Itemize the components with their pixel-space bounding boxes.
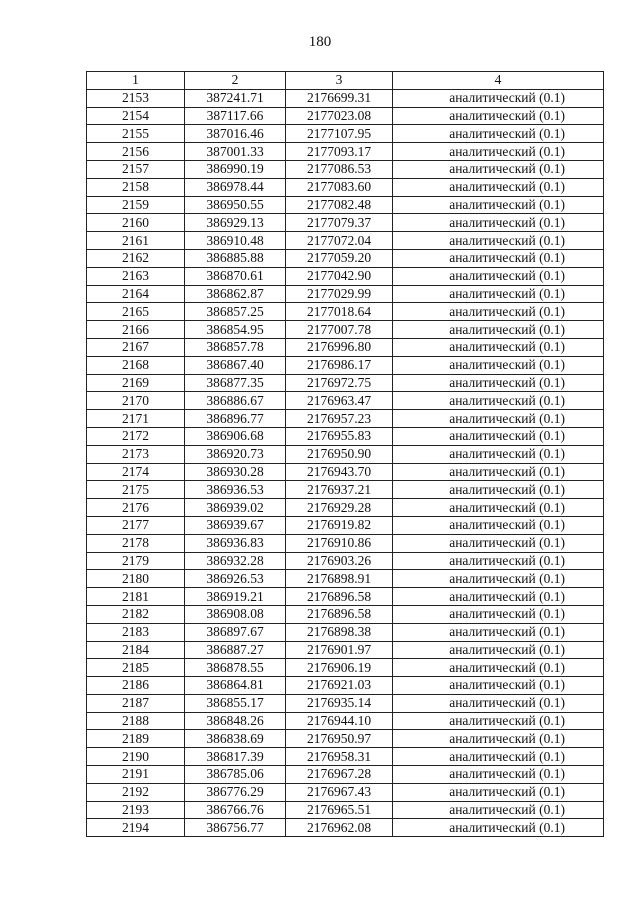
point-number-cell: 2177 xyxy=(87,516,185,534)
table-header-row xyxy=(87,72,604,90)
y-coordinate-cell: 2177007.78 xyxy=(286,321,393,339)
x-coordinate-cell: 386936.53 xyxy=(185,481,286,499)
x-coordinate-cell: 386939.67 xyxy=(185,516,286,534)
table-row xyxy=(87,303,604,321)
y-coordinate-cell: 2177086.53 xyxy=(286,160,393,178)
method-cell: аналитический (0.1) xyxy=(393,694,604,712)
method-cell: аналитический (0.1) xyxy=(393,285,604,303)
y-coordinate-cell: 2176950.97 xyxy=(286,730,393,748)
table-row xyxy=(87,232,604,250)
table-row xyxy=(87,641,604,659)
x-coordinate-cell: 386886.67 xyxy=(185,392,286,410)
x-coordinate-cell: 386854.95 xyxy=(185,321,286,339)
method-cell: аналитический (0.1) xyxy=(393,107,604,125)
method-cell: аналитический (0.1) xyxy=(393,249,604,267)
method-cell: аналитический (0.1) xyxy=(393,89,604,107)
point-number-cell: 2157 xyxy=(87,160,185,178)
x-coordinate-cell: 386932.28 xyxy=(185,552,286,570)
x-coordinate-cell: 386990.19 xyxy=(185,160,286,178)
table-row xyxy=(87,516,604,534)
method-cell: аналитический (0.1) xyxy=(393,516,604,534)
method-cell: аналитический (0.1) xyxy=(393,570,604,588)
y-coordinate-cell: 2176906.19 xyxy=(286,659,393,677)
x-coordinate-cell: 386936.83 xyxy=(185,534,286,552)
point-number-cell: 2155 xyxy=(87,125,185,143)
y-coordinate-cell: 2176937.21 xyxy=(286,481,393,499)
point-number-cell: 2185 xyxy=(87,659,185,677)
table-row xyxy=(87,445,604,463)
y-coordinate-cell: 2176919.82 xyxy=(286,516,393,534)
y-coordinate-cell: 2177029.99 xyxy=(286,285,393,303)
column-header: 2 xyxy=(185,72,286,90)
table-row xyxy=(87,570,604,588)
point-number-cell: 2169 xyxy=(87,374,185,392)
point-number-cell: 2158 xyxy=(87,178,185,196)
method-cell: аналитический (0.1) xyxy=(393,338,604,356)
method-cell: аналитический (0.1) xyxy=(393,267,604,285)
y-coordinate-cell: 2176944.10 xyxy=(286,712,393,730)
method-cell: аналитический (0.1) xyxy=(393,196,604,214)
y-coordinate-cell: 2176699.31 xyxy=(286,89,393,107)
coordinates-table xyxy=(86,71,604,837)
method-cell: аналитический (0.1) xyxy=(393,463,604,481)
x-coordinate-cell: 386930.28 xyxy=(185,463,286,481)
y-coordinate-cell: 2176929.28 xyxy=(286,499,393,517)
x-coordinate-cell: 386855.17 xyxy=(185,694,286,712)
method-cell: аналитический (0.1) xyxy=(393,783,604,801)
method-cell: аналитический (0.1) xyxy=(393,410,604,428)
table-row xyxy=(87,801,604,819)
x-coordinate-cell: 386978.44 xyxy=(185,178,286,196)
x-coordinate-cell: 386878.55 xyxy=(185,659,286,677)
table-row xyxy=(87,783,604,801)
y-coordinate-cell: 2176967.28 xyxy=(286,766,393,784)
table-row xyxy=(87,694,604,712)
point-number-cell: 2160 xyxy=(87,214,185,232)
table-row xyxy=(87,196,604,214)
method-cell: аналитический (0.1) xyxy=(393,143,604,161)
x-coordinate-cell: 386857.25 xyxy=(185,303,286,321)
point-number-cell: 2167 xyxy=(87,338,185,356)
point-number-cell: 2176 xyxy=(87,499,185,517)
table-body xyxy=(87,89,604,836)
point-number-cell: 2170 xyxy=(87,392,185,410)
table-row xyxy=(87,410,604,428)
method-cell: аналитический (0.1) xyxy=(393,160,604,178)
method-cell: аналитический (0.1) xyxy=(393,232,604,250)
y-coordinate-cell: 2176996.80 xyxy=(286,338,393,356)
x-coordinate-cell: 386939.02 xyxy=(185,499,286,517)
method-cell: аналитический (0.1) xyxy=(393,178,604,196)
y-coordinate-cell: 2177042.90 xyxy=(286,267,393,285)
method-cell: аналитический (0.1) xyxy=(393,427,604,445)
x-coordinate-cell: 386906.68 xyxy=(185,427,286,445)
x-coordinate-cell: 386926.53 xyxy=(185,570,286,588)
y-coordinate-cell: 2176898.91 xyxy=(286,570,393,588)
point-number-cell: 2173 xyxy=(87,445,185,463)
y-coordinate-cell: 2177059.20 xyxy=(286,249,393,267)
table-row xyxy=(87,338,604,356)
x-coordinate-cell: 386929.13 xyxy=(185,214,286,232)
table-row xyxy=(87,730,604,748)
y-coordinate-cell: 2177018.64 xyxy=(286,303,393,321)
table-row xyxy=(87,321,604,339)
x-coordinate-cell: 387117.66 xyxy=(185,107,286,125)
method-cell: аналитический (0.1) xyxy=(393,445,604,463)
point-number-cell: 2186 xyxy=(87,677,185,695)
y-coordinate-cell: 2177079.37 xyxy=(286,214,393,232)
y-coordinate-cell: 2176903.26 xyxy=(286,552,393,570)
method-cell: аналитический (0.1) xyxy=(393,374,604,392)
table-row xyxy=(87,427,604,445)
x-coordinate-cell: 386885.88 xyxy=(185,249,286,267)
point-number-cell: 2192 xyxy=(87,783,185,801)
point-number-cell: 2175 xyxy=(87,481,185,499)
point-number-cell: 2178 xyxy=(87,534,185,552)
method-cell: аналитический (0.1) xyxy=(393,321,604,339)
y-coordinate-cell: 2176962.08 xyxy=(286,819,393,837)
x-coordinate-cell: 386867.40 xyxy=(185,356,286,374)
y-coordinate-cell: 2177093.17 xyxy=(286,143,393,161)
point-number-cell: 2182 xyxy=(87,605,185,623)
column-header: 3 xyxy=(286,72,393,90)
table-row xyxy=(87,481,604,499)
x-coordinate-cell: 386862.87 xyxy=(185,285,286,303)
x-coordinate-cell: 386756.77 xyxy=(185,819,286,837)
table-row xyxy=(87,374,604,392)
table-row xyxy=(87,178,604,196)
point-number-cell: 2163 xyxy=(87,267,185,285)
point-number-cell: 2154 xyxy=(87,107,185,125)
table-row xyxy=(87,748,604,766)
point-number-cell: 2193 xyxy=(87,801,185,819)
method-cell: аналитический (0.1) xyxy=(393,499,604,517)
y-coordinate-cell: 2176963.47 xyxy=(286,392,393,410)
method-cell: аналитический (0.1) xyxy=(393,392,604,410)
table-row xyxy=(87,552,604,570)
table-row xyxy=(87,267,604,285)
x-coordinate-cell: 386910.48 xyxy=(185,232,286,250)
point-number-cell: 2187 xyxy=(87,694,185,712)
method-cell: аналитический (0.1) xyxy=(393,534,604,552)
x-coordinate-cell: 386857.78 xyxy=(185,338,286,356)
y-coordinate-cell: 2176896.58 xyxy=(286,605,393,623)
point-number-cell: 2191 xyxy=(87,766,185,784)
point-number-cell: 2171 xyxy=(87,410,185,428)
point-number-cell: 2168 xyxy=(87,356,185,374)
table-row xyxy=(87,214,604,232)
x-coordinate-cell: 386864.81 xyxy=(185,677,286,695)
method-cell: аналитический (0.1) xyxy=(393,623,604,641)
method-cell: аналитический (0.1) xyxy=(393,214,604,232)
column-header: 1 xyxy=(87,72,185,90)
column-header: 4 xyxy=(393,72,604,90)
y-coordinate-cell: 2176950.90 xyxy=(286,445,393,463)
method-cell: аналитический (0.1) xyxy=(393,605,604,623)
table-row xyxy=(87,677,604,695)
y-coordinate-cell: 2176935.14 xyxy=(286,694,393,712)
method-cell: аналитический (0.1) xyxy=(393,356,604,374)
point-number-cell: 2153 xyxy=(87,89,185,107)
point-number-cell: 2184 xyxy=(87,641,185,659)
y-coordinate-cell: 2176898.38 xyxy=(286,623,393,641)
x-coordinate-cell: 387016.46 xyxy=(185,125,286,143)
method-cell: аналитический (0.1) xyxy=(393,766,604,784)
table-row xyxy=(87,356,604,374)
x-coordinate-cell: 387241.71 xyxy=(185,89,286,107)
method-cell: аналитический (0.1) xyxy=(393,659,604,677)
table-row xyxy=(87,143,604,161)
x-coordinate-cell: 386919.21 xyxy=(185,588,286,606)
point-number-cell: 2174 xyxy=(87,463,185,481)
point-number-cell: 2172 xyxy=(87,427,185,445)
method-cell: аналитический (0.1) xyxy=(393,677,604,695)
y-coordinate-cell: 2177023.08 xyxy=(286,107,393,125)
x-coordinate-cell: 386848.26 xyxy=(185,712,286,730)
point-number-cell: 2161 xyxy=(87,232,185,250)
table-row xyxy=(87,125,604,143)
point-number-cell: 2181 xyxy=(87,588,185,606)
point-number-cell: 2156 xyxy=(87,143,185,161)
y-coordinate-cell: 2176955.83 xyxy=(286,427,393,445)
y-coordinate-cell: 2176943.70 xyxy=(286,463,393,481)
table-row xyxy=(87,659,604,677)
y-coordinate-cell: 2176901.97 xyxy=(286,641,393,659)
method-cell: аналитический (0.1) xyxy=(393,552,604,570)
point-number-cell: 2189 xyxy=(87,730,185,748)
point-number-cell: 2165 xyxy=(87,303,185,321)
table-row xyxy=(87,499,604,517)
y-coordinate-cell: 2177082.48 xyxy=(286,196,393,214)
x-coordinate-cell: 386838.69 xyxy=(185,730,286,748)
point-number-cell: 2159 xyxy=(87,196,185,214)
point-number-cell: 2183 xyxy=(87,623,185,641)
point-number-cell: 2180 xyxy=(87,570,185,588)
x-coordinate-cell: 386817.39 xyxy=(185,748,286,766)
y-coordinate-cell: 2177107.95 xyxy=(286,125,393,143)
method-cell: аналитический (0.1) xyxy=(393,730,604,748)
table-row xyxy=(87,160,604,178)
y-coordinate-cell: 2176921.03 xyxy=(286,677,393,695)
method-cell: аналитический (0.1) xyxy=(393,801,604,819)
method-cell: аналитический (0.1) xyxy=(393,748,604,766)
x-coordinate-cell: 386870.61 xyxy=(185,267,286,285)
point-number-cell: 2190 xyxy=(87,748,185,766)
point-number-cell: 2162 xyxy=(87,249,185,267)
table-row xyxy=(87,605,604,623)
table-row xyxy=(87,819,604,837)
y-coordinate-cell: 2176957.23 xyxy=(286,410,393,428)
page-number: 180 xyxy=(308,34,332,50)
x-coordinate-cell: 386887.27 xyxy=(185,641,286,659)
table-row xyxy=(87,623,604,641)
y-coordinate-cell: 2177072.04 xyxy=(286,232,393,250)
y-coordinate-cell: 2176896.58 xyxy=(286,588,393,606)
table-row xyxy=(87,392,604,410)
table-row xyxy=(87,534,604,552)
x-coordinate-cell: 386950.55 xyxy=(185,196,286,214)
method-cell: аналитический (0.1) xyxy=(393,303,604,321)
point-number-cell: 2166 xyxy=(87,321,185,339)
y-coordinate-cell: 2176972.75 xyxy=(286,374,393,392)
table-row xyxy=(87,766,604,784)
y-coordinate-cell: 2176958.31 xyxy=(286,748,393,766)
method-cell: аналитический (0.1) xyxy=(393,588,604,606)
method-cell: аналитический (0.1) xyxy=(393,125,604,143)
table-row xyxy=(87,588,604,606)
y-coordinate-cell: 2177083.60 xyxy=(286,178,393,196)
method-cell: аналитический (0.1) xyxy=(393,641,604,659)
y-coordinate-cell: 2176965.51 xyxy=(286,801,393,819)
x-coordinate-cell: 386785.06 xyxy=(185,766,286,784)
y-coordinate-cell: 2176910.86 xyxy=(286,534,393,552)
y-coordinate-cell: 2176967.43 xyxy=(286,783,393,801)
x-coordinate-cell: 386896.77 xyxy=(185,410,286,428)
table-row xyxy=(87,249,604,267)
table-row xyxy=(87,107,604,125)
method-cell: аналитический (0.1) xyxy=(393,819,604,837)
table-row xyxy=(87,89,604,107)
table-row xyxy=(87,285,604,303)
x-coordinate-cell: 387001.33 xyxy=(185,143,286,161)
table-row xyxy=(87,463,604,481)
x-coordinate-cell: 386877.35 xyxy=(185,374,286,392)
point-number-cell: 2179 xyxy=(87,552,185,570)
point-number-cell: 2194 xyxy=(87,819,185,837)
x-coordinate-cell: 386766.76 xyxy=(185,801,286,819)
point-number-cell: 2188 xyxy=(87,712,185,730)
method-cell: аналитический (0.1) xyxy=(393,481,604,499)
x-coordinate-cell: 386897.67 xyxy=(185,623,286,641)
table-row xyxy=(87,712,604,730)
method-cell: аналитический (0.1) xyxy=(393,712,604,730)
x-coordinate-cell: 386908.08 xyxy=(185,605,286,623)
point-number-cell: 2164 xyxy=(87,285,185,303)
y-coordinate-cell: 2176986.17 xyxy=(286,356,393,374)
x-coordinate-cell: 386920.73 xyxy=(185,445,286,463)
x-coordinate-cell: 386776.29 xyxy=(185,783,286,801)
